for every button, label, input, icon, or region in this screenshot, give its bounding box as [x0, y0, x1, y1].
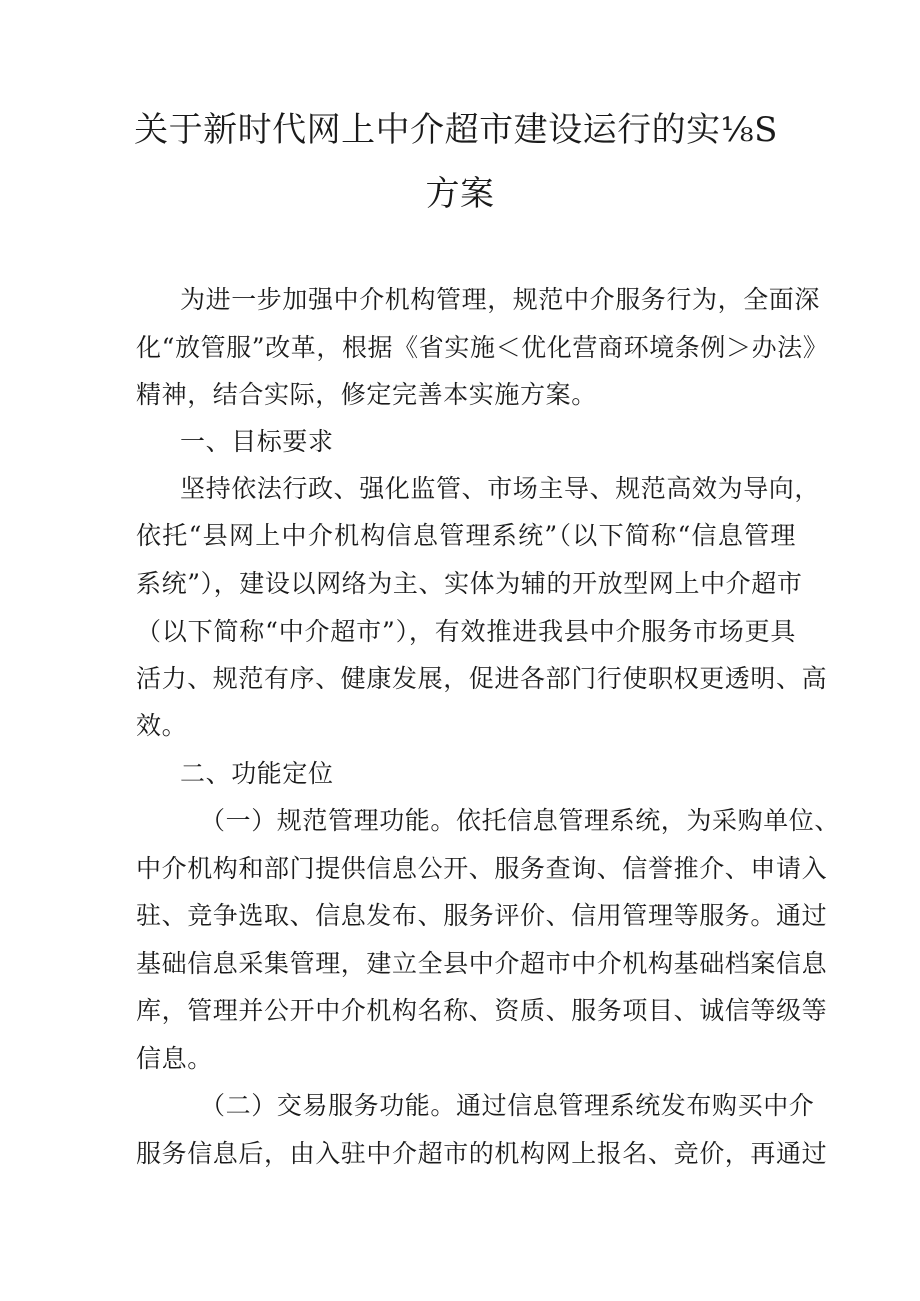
paragraph-line: 精神，结合实际，修定完善本实施方案。	[136, 380, 597, 409]
paragraph-line: 化“放管服”改革，根据《省实施＜优化营商环境条例＞办法》	[136, 333, 829, 362]
paragraph-line: 中介机构和部门提供信息公开、服务查询、信誉推介、申请入	[136, 854, 828, 883]
paragraph-line: 信息。	[136, 1044, 213, 1073]
paragraph-line: （以下简称“中介超市”），有效推进我县中介服务市场更具	[136, 617, 796, 646]
paragraph-line: 服务信息后，由入驻中介超市的机构网上报名、竞价，再通过	[136, 1139, 828, 1168]
paragraph-line: 系统”），建设以网络为主、实体为辅的开放型网上中介超市	[136, 569, 803, 598]
paragraph-line: 为进一步加强中介机构管理，规范中介服务行为，全面深	[180, 285, 821, 314]
paragraph-line: （一）规范管理功能。依托信息管理系统，为采购单位、	[200, 806, 841, 835]
section-heading: 二、功能定位	[180, 759, 334, 788]
paragraph-line: 坚持依法行政、强化监管、市场主导、规范高效为导向，	[180, 474, 821, 503]
paragraph-line: 效。	[136, 711, 188, 740]
section-heading: 一、目标要求	[180, 427, 334, 456]
paragraph-line: 驻、竞争选取、信息发布、服务评价、信用管理等服务。通过	[136, 901, 828, 930]
document-title-line-2: 方案	[425, 174, 495, 214]
paragraph-line: 基础信息采集管理，建立全县中介超市中介机构基础档案信息	[136, 949, 828, 978]
paragraph-line: 库，管理并公开中介机构名称、资质、服务项目、诚信等级等	[136, 996, 828, 1025]
paragraph-line: 依托“县网上中介机构信息管理系统”（以下简称“信息管理	[136, 521, 796, 550]
paragraph-line: 活力、规范有序、健康发展，促进各部门行使职权更透明、高	[136, 664, 828, 693]
document-title-line-1: 关于新时代网上中介超市建设运行的实⅛S	[134, 110, 778, 150]
paragraph-line: （二）交易服务功能。通过信息管理系统发布购买中介	[200, 1091, 815, 1120]
